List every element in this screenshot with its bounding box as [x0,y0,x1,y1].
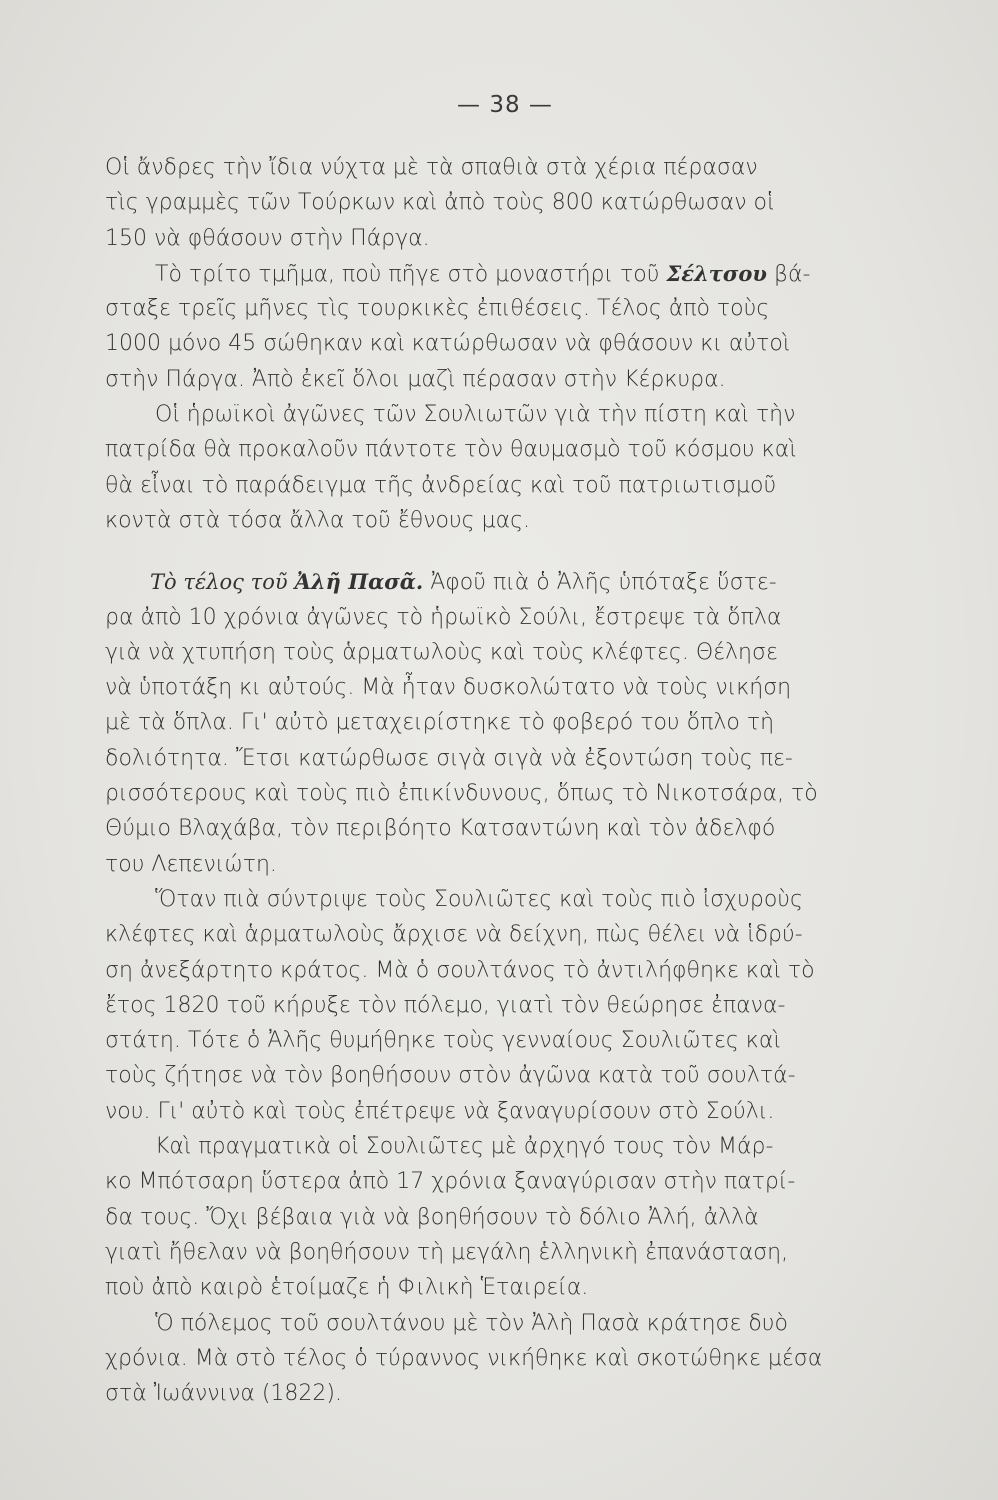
text-line: Οἱ ἡρωϊκοὶ ἀγῶνες τῶν Σουλιωτῶν γιὰ τὴν πίστη καὶ τὴν [155,402,796,428]
text-line: τὶς γραμμὲς τῶν Τούρκων καὶ ἀπὸ τοὺς 800 κατώρθωσαν οἱ [105,190,775,216]
text-line: ση ἀνεξάρτητο κράτος. Μὰ ὁ σουλτάνος τὸ ἀντιλήφθηκε καὶ τὸ [105,957,815,983]
body-text [105,150,935,1411]
text-line: θὰ εἶναι τὸ παράδειγμα τῆς ἀνδρείας καὶ τοῦ πατριωτισμοῦ [105,472,777,498]
text-line: Ὁ πόλεμος τοῦ σουλτάνου μὲ τὸν Ἀλὴ Πασὰ κράτησε δυὸ [155,1310,788,1336]
section-heading-name: Ἀλῆ Πασᾶ. [294,569,424,595]
text-line: Ὅταν πιὰ σύντριψε τοὺς Σουλιῶτες καὶ τοὺς πιὸ ἰσχυροὺς [155,886,803,912]
text-line [105,256,935,291]
text-line: δολιότητα. Ἔτσι κατώρθωσε σιγὰ σιγὰ νὰ ἐξοντώση τοὺς πε- [105,745,793,771]
text-line: κοντὰ στὰ τόσα ἄλλα τοῦ ἔθνους μας. [105,507,530,533]
text-line: 150 νὰ φθάσουν στὴν Πάργα. [105,225,430,251]
text-line: νὰ ὑποτάξη κι αὐτούς. Μὰ ἦταν δυσκολώτατο νὰ τοὺς νικήση [105,675,792,701]
text-line: σταξε τρεῖς μῆνες τὶς τουρκικὲς ἐπιθέσεις. Τέλος ἀπὸ τοὺς [105,296,770,322]
text-line: Καὶ πραγματικὰ οἱ Σουλιῶτες μὲ ἀρχηγό τους τὸν Μάρ- [155,1134,774,1160]
text-line: κο Μπότσαρη ὕστερα ἀπὸ 17 χρόνια ξαναγύρισαν στὴν πατρί- [105,1169,796,1195]
text-line: πατρίδα θὰ προκαλοῦν πάντοτε τὸν θαυμασμὸ τοῦ κόσμου καὶ [105,437,797,463]
text-line: τοὺς ζήτησε νὰ τὸν βοηθήσουν στὸν ἀγῶνα κατὰ τοῦ σουλτά- [105,1063,796,1089]
emphasized-name: Σέλτσου [666,260,767,286]
text-line: νου. Γι' αὐτὸ καὶ τοὺς ἐπέτρεψε νὰ ξαναγυρίσουν στὸ Σούλι. [105,1098,775,1124]
section-heading-line [105,564,935,599]
text-line: μὲ τὰ ὅπλα. Γι' αὐτὸ μεταχειρίστηκε τὸ φοβερό του ὅπλο τὴ [105,710,775,736]
text-line: στὰ Ἰωάννινα (1822). [105,1381,342,1407]
text-line: του Λεπενιώτη. [105,851,277,877]
text-line: χρόνια. Μὰ στὸ τέλος ὁ τύραννος νικήθηκε καὶ σκοτώθηκε μέσα [105,1345,823,1371]
text-line: γιὰ νὰ χτυπήση τοὺς ἁρματωλοὺς καὶ τοὺς κλέφτες. Θέλησε [105,639,778,665]
text-line: ρισσότερους καὶ τοὺς πιὸ ἐπικίνδυνους, ὅπως τὸ Νικοτσάρα, τὸ [105,781,818,807]
text-line: ἔτος 1820 τοῦ κήρυξε τὸν πόλεμο, γιατὶ τὸν θεώρησε ἐπανα- [105,992,786,1018]
text-line: Θύμιο Βλαχάβα, τὸν περιβόητο Κατσαντώνη καὶ τὸν ἀδελφό [105,816,776,842]
page-number: — 38 — [457,92,553,118]
text-line: ρα ἀπὸ 10 χρόνια ἀγῶνες τὸ ἡρωϊκὸ Σούλι, ἔστρεψε τὰ ὅπλα [105,604,782,630]
text-line: 1000 μόνο 45 σώθηκαν καὶ κατώρθωσαν νὰ φθάσουν κι αὐτοὶ [105,331,791,357]
text-line: στὴν Πάργα. Ἀπὸ ἐκεῖ ὅλοι μαζὶ πέρασαν στὴν Κέρκυρα. [105,366,726,392]
text-segment: Ἀφοῦ πιὰ ὁ Ἀλῆς ὑπόταξε ὕστε- [430,570,777,596]
text-line: κλέφτες καὶ ἁρματωλοὺς ἄρχισε νὰ δείχνη, πὼς θέλει νὰ ἱδρύ- [105,922,803,948]
text-segment: βά- [773,261,811,287]
text-line: γιατὶ ἤθελαν νὰ βοηθήσουν τὴ μεγάλη ἑλληνικὴ ἐπανάσταση, [105,1239,789,1265]
text-line: δα τους. Ὄχι βέβαια γιὰ νὰ βοηθήσουν τὸ δόλιο Ἀλή, ἀλλὰ [105,1204,759,1230]
text-segment: Τὸ τρίτο τμῆμα, ποὺ πῆγε στὸ μοναστήρι τοῦ [155,261,660,287]
text-line: Οἱ ἄνδρες τὴν ἴδια νύχτα μὲ τὰ σπαθιὰ στὰ χέρια πέρασαν [105,155,758,180]
text-line: στάτη. Τότε ὁ Ἀλῆς θυμήθηκε τοὺς γενναίους Σουλιῶτες καὶ [105,1028,781,1054]
text-line: ποὺ ἀπὸ καιρὸ ἑτοίμαζε ἡ Φιλικὴ Ἑταιρεία. [105,1275,589,1301]
section-heading: Τὸ τέλος τοῦ [150,570,288,595]
